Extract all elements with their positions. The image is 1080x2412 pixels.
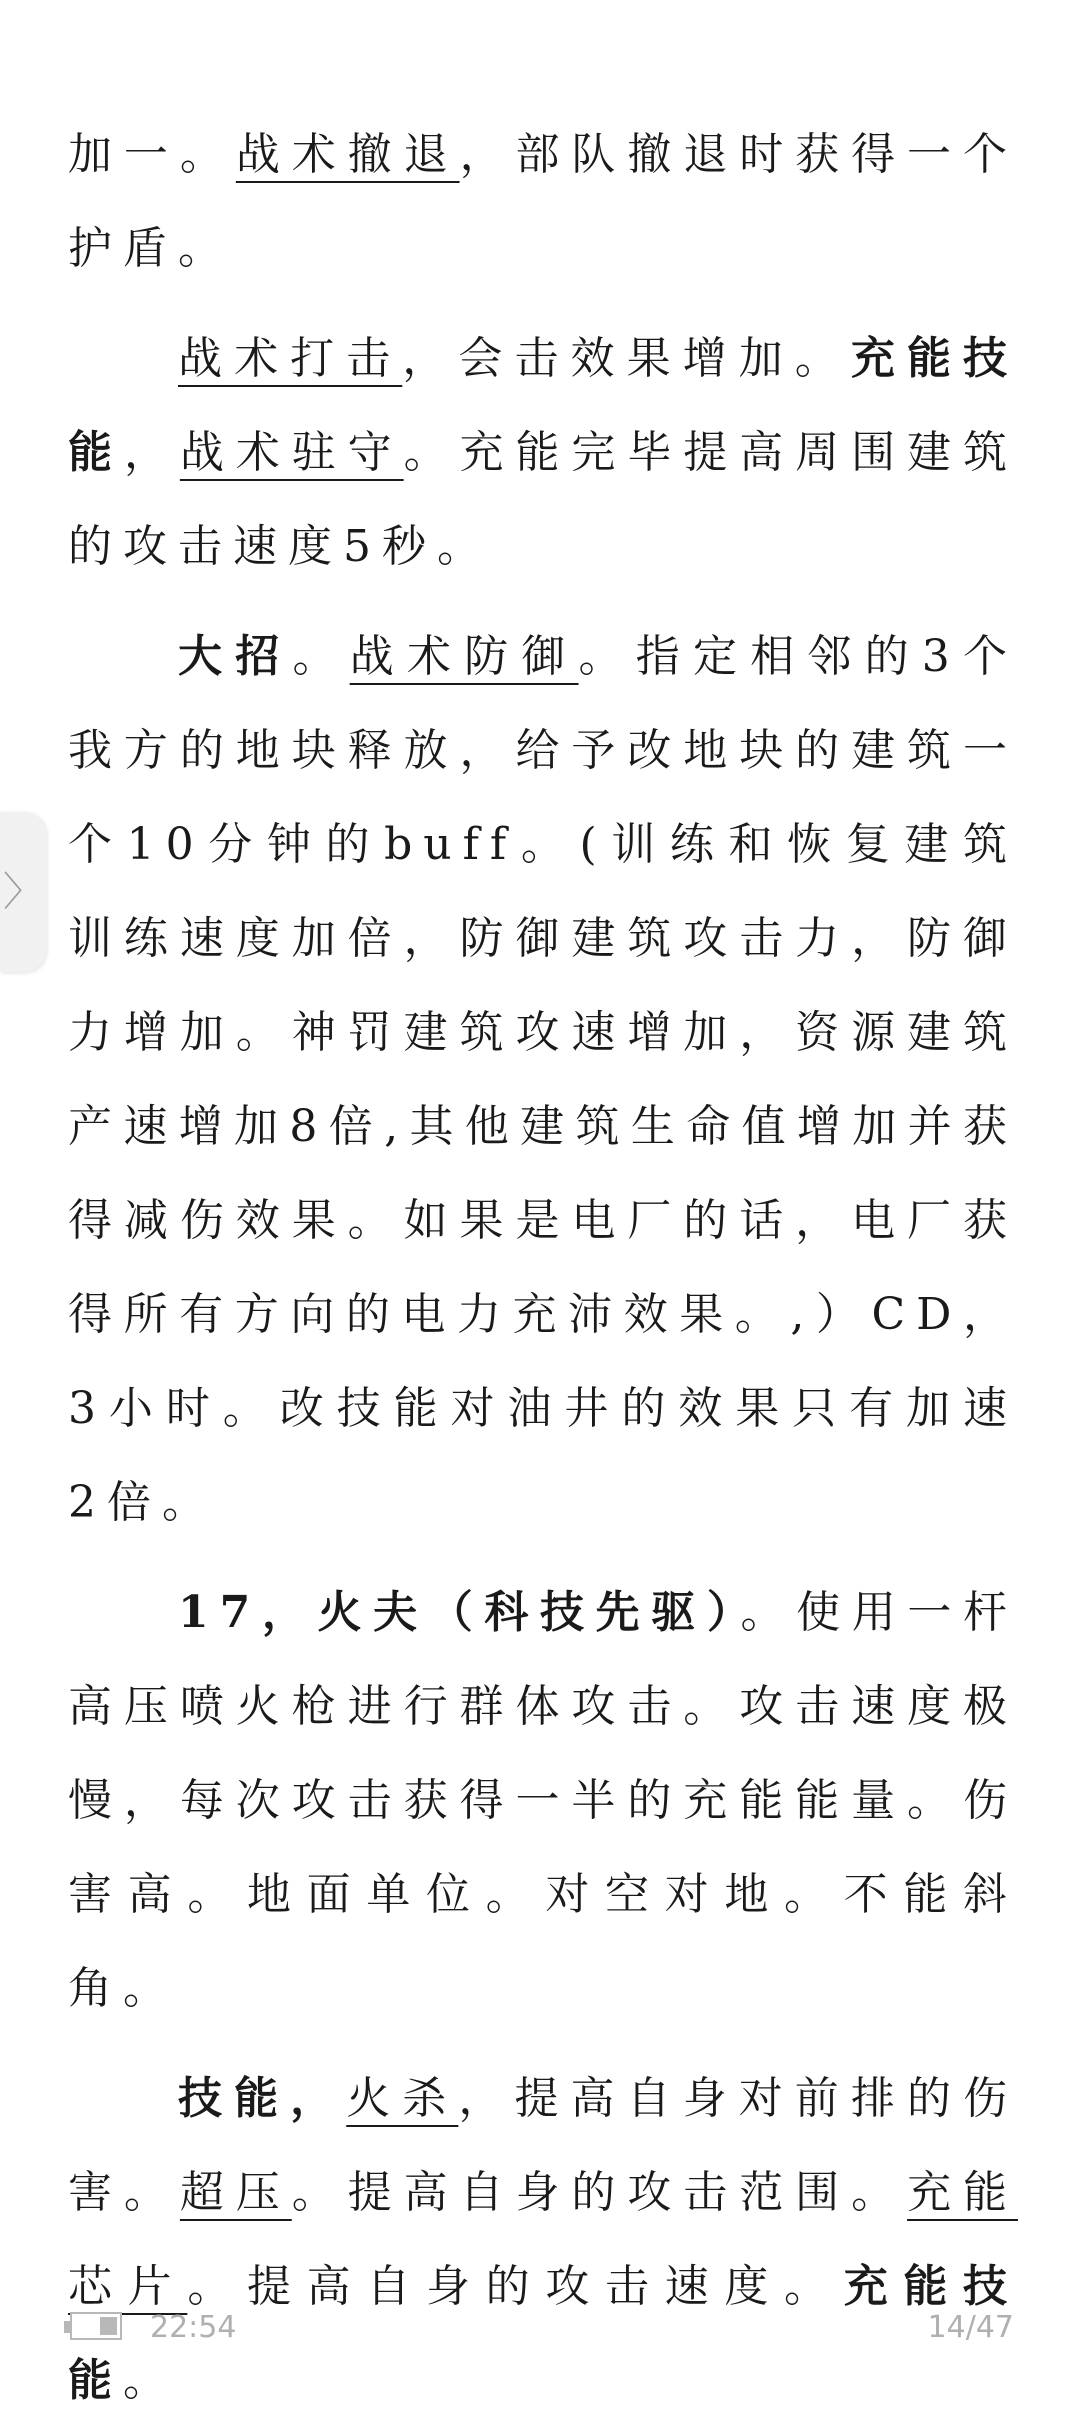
bold-term: 充能技能 <box>68 333 1019 478</box>
paragraph <box>68 610 1018 1550</box>
underlined-term: 战术驻守 <box>179 427 404 478</box>
text-run: ，部队撤退时获得一个护盾。 <box>68 129 1018 274</box>
paragraph <box>68 312 1018 594</box>
text-run: 。 <box>292 631 350 682</box>
battery-level-fill <box>100 2317 117 2335</box>
side-panel-handle[interactable] <box>0 812 46 972</box>
underlined-term: 火杀 <box>346 2073 459 2124</box>
underlined-term: 超压 <box>179 2167 292 2218</box>
reading-text <box>68 108 1018 2412</box>
text-run: 。 <box>123 2355 178 2406</box>
text-run: 。指定相邻的3个我方的地块释放，给予改地块的建筑一个10分钟的buff。(训练和恢复建筑训练速度加倍，防御建筑攻击力，防御力增加。神罚建筑攻速增加，资源建筑产速增加8倍,其他建筑生命值增加并获得减伤效果。如果是电厂的话，电厂获得所有方向的电力充沛效果。,）CD，3小时。改技能对油井的效果只有加速2倍。 <box>68 631 1019 1528</box>
underlined-term: 充能芯片 <box>68 2167 1018 2312</box>
text-run: ，会击效果增加。 <box>402 333 851 384</box>
paragraph <box>68 1566 1018 2036</box>
status-footer <box>0 2300 1080 2360</box>
text-run: ，提高自身对前排的伤害。 <box>68 2073 1019 2218</box>
page-indicator: 14/47 <box>927 2310 1014 2345</box>
underlined-term: 战术防御 <box>349 631 579 682</box>
text-run: 。提高自身的攻击范围。 <box>291 2167 908 2218</box>
bold-term: 充能技能 <box>68 2261 1019 2406</box>
underlined-term: 战术撤退 <box>235 129 460 180</box>
text-run: 。充能完毕提高周围建筑的攻击速度5秒。 <box>68 427 1018 572</box>
text-run: 。提高自身的攻击速度。 <box>187 2261 844 2312</box>
underlined-term: 战术打击 <box>178 333 403 384</box>
bold-term: 技能， <box>178 2073 347 2124</box>
text-run: 加一。 <box>68 129 236 180</box>
text-run: ， <box>123 427 180 478</box>
clock-time: 22:54 <box>150 2310 237 2345</box>
battery-icon <box>64 2312 126 2342</box>
bold-term: 17，火夫（科技先驱） <box>178 1587 741 1638</box>
chevron-right-icon: 〉 <box>3 869 43 915</box>
text-run: 。使用一杆高压喷火枪进行群体攻击。攻击速度极慢，每次攻击获得一半的充能能量。伤害高。地面单位。对空对地。不能斜角。 <box>68 1587 1019 2014</box>
paragraph <box>68 108 1018 296</box>
bold-term: 大招 <box>178 631 293 682</box>
